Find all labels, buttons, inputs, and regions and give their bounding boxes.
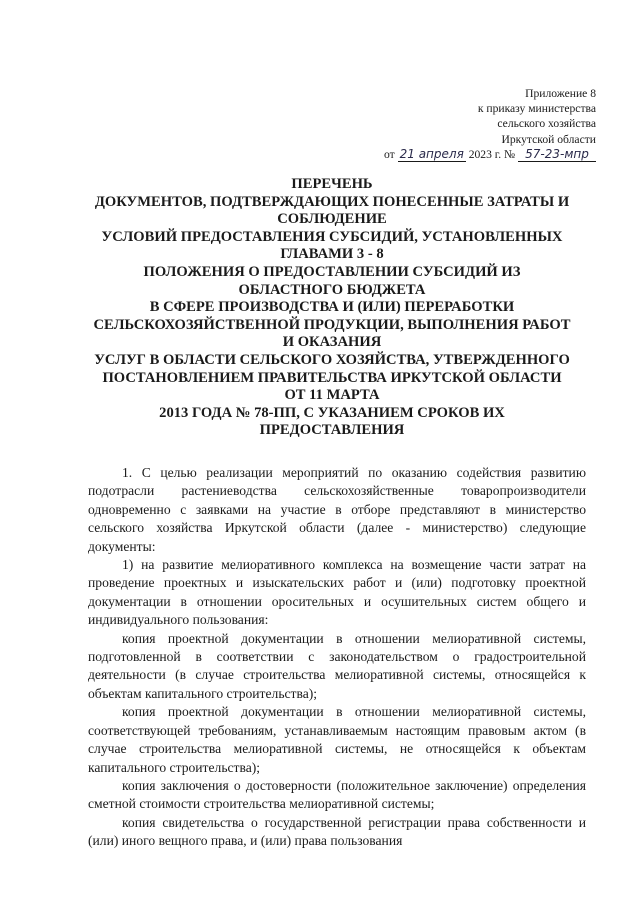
appendix-header (384, 86, 596, 162)
order-date-line (384, 147, 596, 162)
year-text: 2023 г. № (468, 147, 516, 161)
title-line: В СФЕРЕ ПРОИЗВОДСТВА И (ИЛИ) ПЕРЕРАБОТКИ (149, 299, 515, 316)
handwritten-date: 21 апреля (399, 146, 464, 161)
title-line: ОБЛАСТНОГО БЮДЖЕТА (238, 281, 426, 298)
title-line: ПОЛОЖЕНИЯ О ПРЕДОСТАВЛЕНИИ СУБСИДИЙ ИЗ (143, 263, 521, 280)
body-paragraph: 1. С целью реализации мероприятий по оказанию содействия развитию подотрасли растениеводства сельскохозяйственные товаропроизводители одновременно с заявками на участие в отборе представляют в министерство сельского хозяйства Иркутской области (далее - министерство) следующие документы: (88, 465, 586, 554)
title-line: СЕЛЬСКОХОЗЯЙСТВЕННОЙ ПРОДУКЦИИ, ВЫПОЛНЕНИЯ РАБОТ (93, 316, 571, 333)
title-line: УСЛУГ В ОБЛАСТИ СЕЛЬСКОГО ХОЗЯЙСТВА, УТВЕРЖДЕННОГО (94, 351, 570, 368)
handwritten-order-number: 57-23-мпр (518, 147, 596, 162)
document-body (88, 464, 586, 851)
title-line: ПЕРЕЧЕНЬ (291, 176, 373, 192)
body-paragraph: 1) на развитие мелиоративного комплекса на возмещение части затрат на проведение проектных и изыскательских работ и (или) подготовку проектной документации в отношении оросительных и осушительных систем общего и индивидуального пользования: (88, 557, 586, 628)
title-line: ПРЕДОСТАВЛЕНИЯ (259, 422, 405, 439)
title-line: И ОКАЗАНИЯ (282, 334, 382, 351)
title-line: 2013 ГОДА № 78-ПП, С УКАЗАНИЕМ СРОКОВ ИХ (159, 404, 505, 421)
body-paragraph: копия заключения о достоверности (положительное заключение) определения сметной стоимости строительства мелиоративной системы; (88, 777, 586, 812)
document-title (74, 176, 590, 440)
title-line: УСЛОВИЙ ПРЕДОСТАВЛЕНИЯ СУБСИДИЙ, УСТАНОВЛЕННЫХ (101, 228, 563, 245)
title-line: СОБЛЮДЕНИЕ (277, 211, 387, 228)
title-line: ГЛАВАМИ 3 - 8 (280, 246, 384, 263)
body-paragraph: копия проектной документации в отношении мелиоративной системы, подготовленной в соответствии с законодательством о градостроительной деятельности (в случае строительства мелиоративной системы, относящейся к объектам капитального строительства); (88, 630, 586, 701)
appendix-line-2: к приказу министерства (477, 102, 596, 116)
date-prefix: от (383, 147, 395, 161)
title-line: ОТ 11 МАРТА (284, 387, 380, 404)
title-line: ПОСТАНОВЛЕНИЕМ ПРАВИТЕЛЬСТВА ИРКУТСКОЙ ОБЛАСТИ (102, 369, 562, 386)
title-line: ДОКУМЕНТОВ, ПОДТВЕРЖДАЮЩИХ ПОНЕСЕННЫЕ ЗАТРАТЫ И (94, 193, 570, 210)
body-paragraph: копия свидетельства о государственной регистрации права собственности и (или) иного вещного права, и (или) права пользования (88, 814, 586, 849)
appendix-line-4: Иркутской области (501, 132, 596, 146)
appendix-line-3: сельского хозяйства (497, 117, 596, 131)
body-paragraph: копия проектной документации в отношении мелиоративной системы, соответствующей требованиям, устанавливаемым настоящим правовым актом (в случае строительства мелиоративной системы, не относящейся к объектам капитального строительства); (88, 704, 586, 775)
appendix-line-1: Приложение 8 (525, 87, 596, 100)
